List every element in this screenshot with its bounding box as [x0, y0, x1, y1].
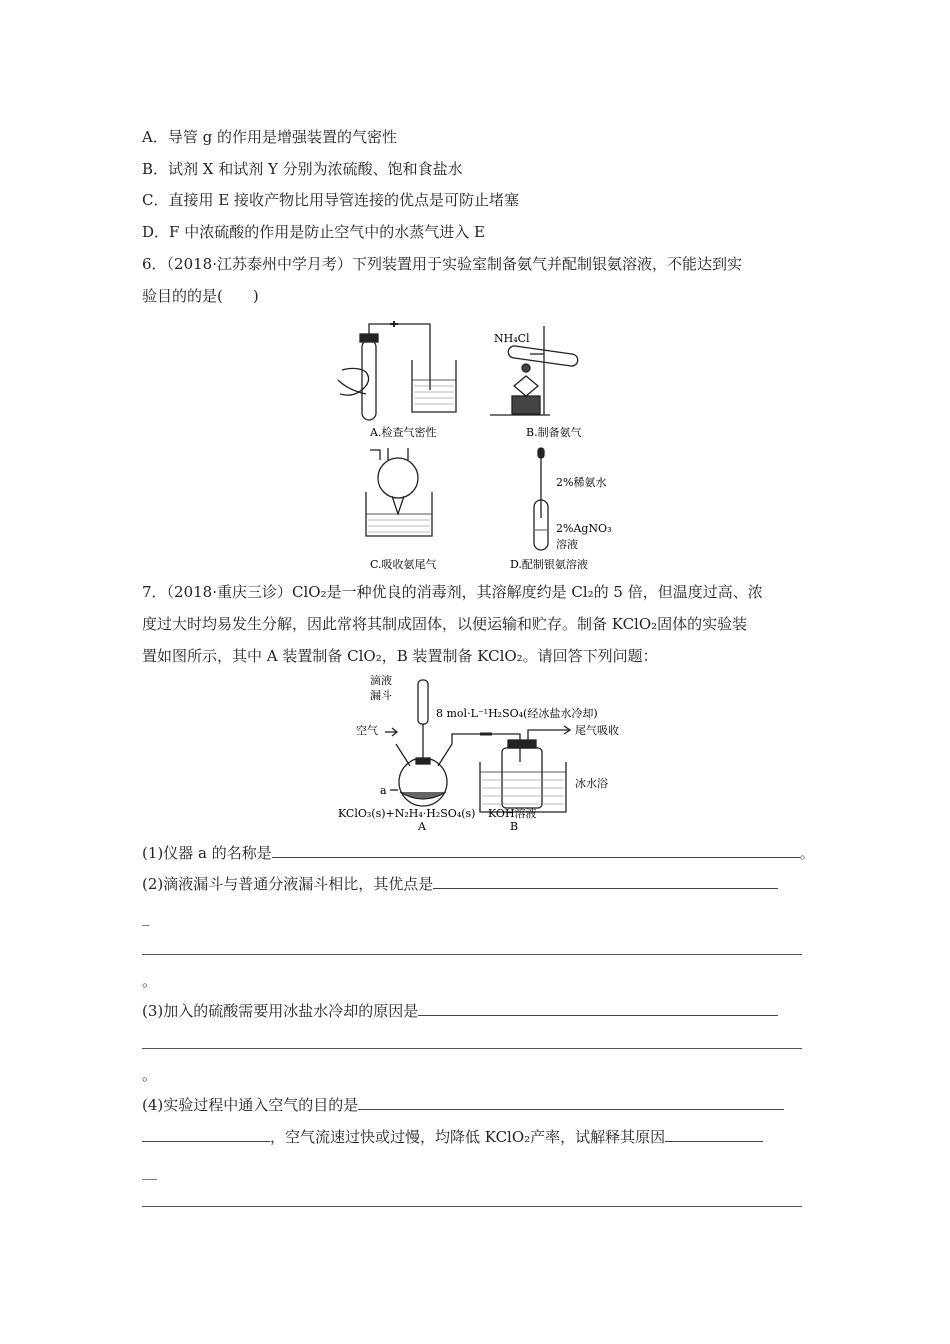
- q7-sub3-end: 。: [142, 1066, 158, 1084]
- q7-sub3: [142, 1000, 778, 1022]
- q7-sub2-text: (2)滴液漏斗与普通分液漏斗相比，其优点是: [142, 875, 434, 893]
- q7-sub4-purpose-blank[interactable]: [142, 1126, 270, 1142]
- q7-sub1-answer-blank[interactable]: [272, 842, 800, 858]
- q7-sub2-answer-line[interactable]: [142, 954, 802, 955]
- q6-stem-line1: 6．（2018·江苏泰州中学月考）下列装置用于实验室制备氨气并配制银氨溶液，不能达到实: [142, 255, 742, 273]
- caption-c: C.吸收氨尾气: [370, 558, 437, 571]
- q7-stem-line2: 度过大时均易发生分解，因此常将其制成固体，以便运输和贮存。制备 KClO₂固体的实验装: [142, 615, 748, 633]
- reactants-label: KClO₃(s)+N₂H₄·H₂SO₄(s): [338, 807, 476, 820]
- q7-sub4-answer-blank[interactable]: [358, 1094, 784, 1110]
- q5-option-d: D．F 中浓硫酸的作用是防止空气中的水蒸气进入 E: [142, 223, 485, 241]
- caption-d: D.配制银氨溶液: [510, 558, 588, 571]
- q5-option-b: B．试剂 X 和试剂 Y 分别为浓硫酸、饱和食盐水: [142, 160, 463, 178]
- caption-b: B.制备氨气: [526, 426, 582, 439]
- funnel-label-1: 滴液: [370, 674, 392, 687]
- q7-sub2: [142, 873, 778, 895]
- q7-sub4-line2: [142, 1126, 763, 1148]
- flask-a-label: a: [380, 784, 387, 797]
- q7-sub4-text: (4)实验过程中通入空气的目的是: [142, 1096, 359, 1114]
- q7-sub2-dash: _: [142, 908, 150, 926]
- q6-stem-line2: 验目的的是( ): [142, 287, 259, 305]
- q7-sub1: [142, 842, 815, 864]
- agno3-label: 2%AgNO₃: [556, 522, 612, 535]
- q7-apparatus-figure: [330, 672, 660, 832]
- q6-apparatus-figure: [330, 320, 630, 572]
- nh4cl-label: NH₄Cl: [494, 332, 530, 345]
- caption-a: A.检查气密性: [370, 426, 437, 439]
- q7-sub4-dash: __: [142, 1162, 157, 1180]
- apparatus-a-label: A: [418, 820, 426, 832]
- q7-sub4-reason-blank[interactable]: [665, 1126, 763, 1142]
- q7-sub3-answer-line[interactable]: [142, 1048, 802, 1049]
- q7-sub4-mid: ，空气流速过快或过慢，均降低 KClO₂产率，试解释其原因: [270, 1128, 666, 1146]
- acid-label: 8 mol·L⁻¹H₂SO₄(经冰盐水冷却): [436, 707, 598, 720]
- ammonia-label: 2%稀氨水: [556, 476, 607, 489]
- apparatus-b-label: B: [510, 820, 519, 832]
- q7-sub4-answer-line[interactable]: [142, 1206, 802, 1207]
- q5-option-a: A．导管 g 的作用是增强装置的气密性: [142, 128, 397, 146]
- koh-label: KOH溶液: [488, 807, 537, 820]
- tail-gas-label: 尾气吸收: [575, 724, 619, 737]
- ice-bath-label: 冰水浴: [575, 777, 608, 790]
- air-label: 空气: [356, 724, 378, 737]
- q7-stem-line3: 置如图所示，其中 A 装置制备 ClO₂，B 装置制备 KClO₂。请回答下列问题：: [142, 647, 658, 665]
- q7-sub4: [142, 1094, 784, 1116]
- q7-stem-line1: 7．（2018·重庆三诊）ClO₂是一种优良的消毒剂，其溶解度约是 Cl₂的 5 倍，但温度过高、浓: [142, 583, 763, 601]
- q7-sub3-answer-blank[interactable]: [418, 1000, 778, 1016]
- q5-option-c: C．直接用 E 接收产物比用导管连接的优点是可防止堵塞: [142, 191, 519, 209]
- q7-sub2-answer-blank[interactable]: [433, 873, 778, 889]
- solution-label: 溶液: [556, 538, 578, 551]
- q7-sub1-text: (1)仪器 a 的名称是: [142, 844, 272, 862]
- q7-sub1-end: 。: [799, 844, 815, 862]
- funnel-label-2: 漏斗: [370, 689, 392, 702]
- q7-sub2-end: 。: [142, 972, 158, 990]
- q7-sub3-text: (3)加入的硫酸需要用冰盐水冷却的原因是: [142, 1002, 419, 1020]
